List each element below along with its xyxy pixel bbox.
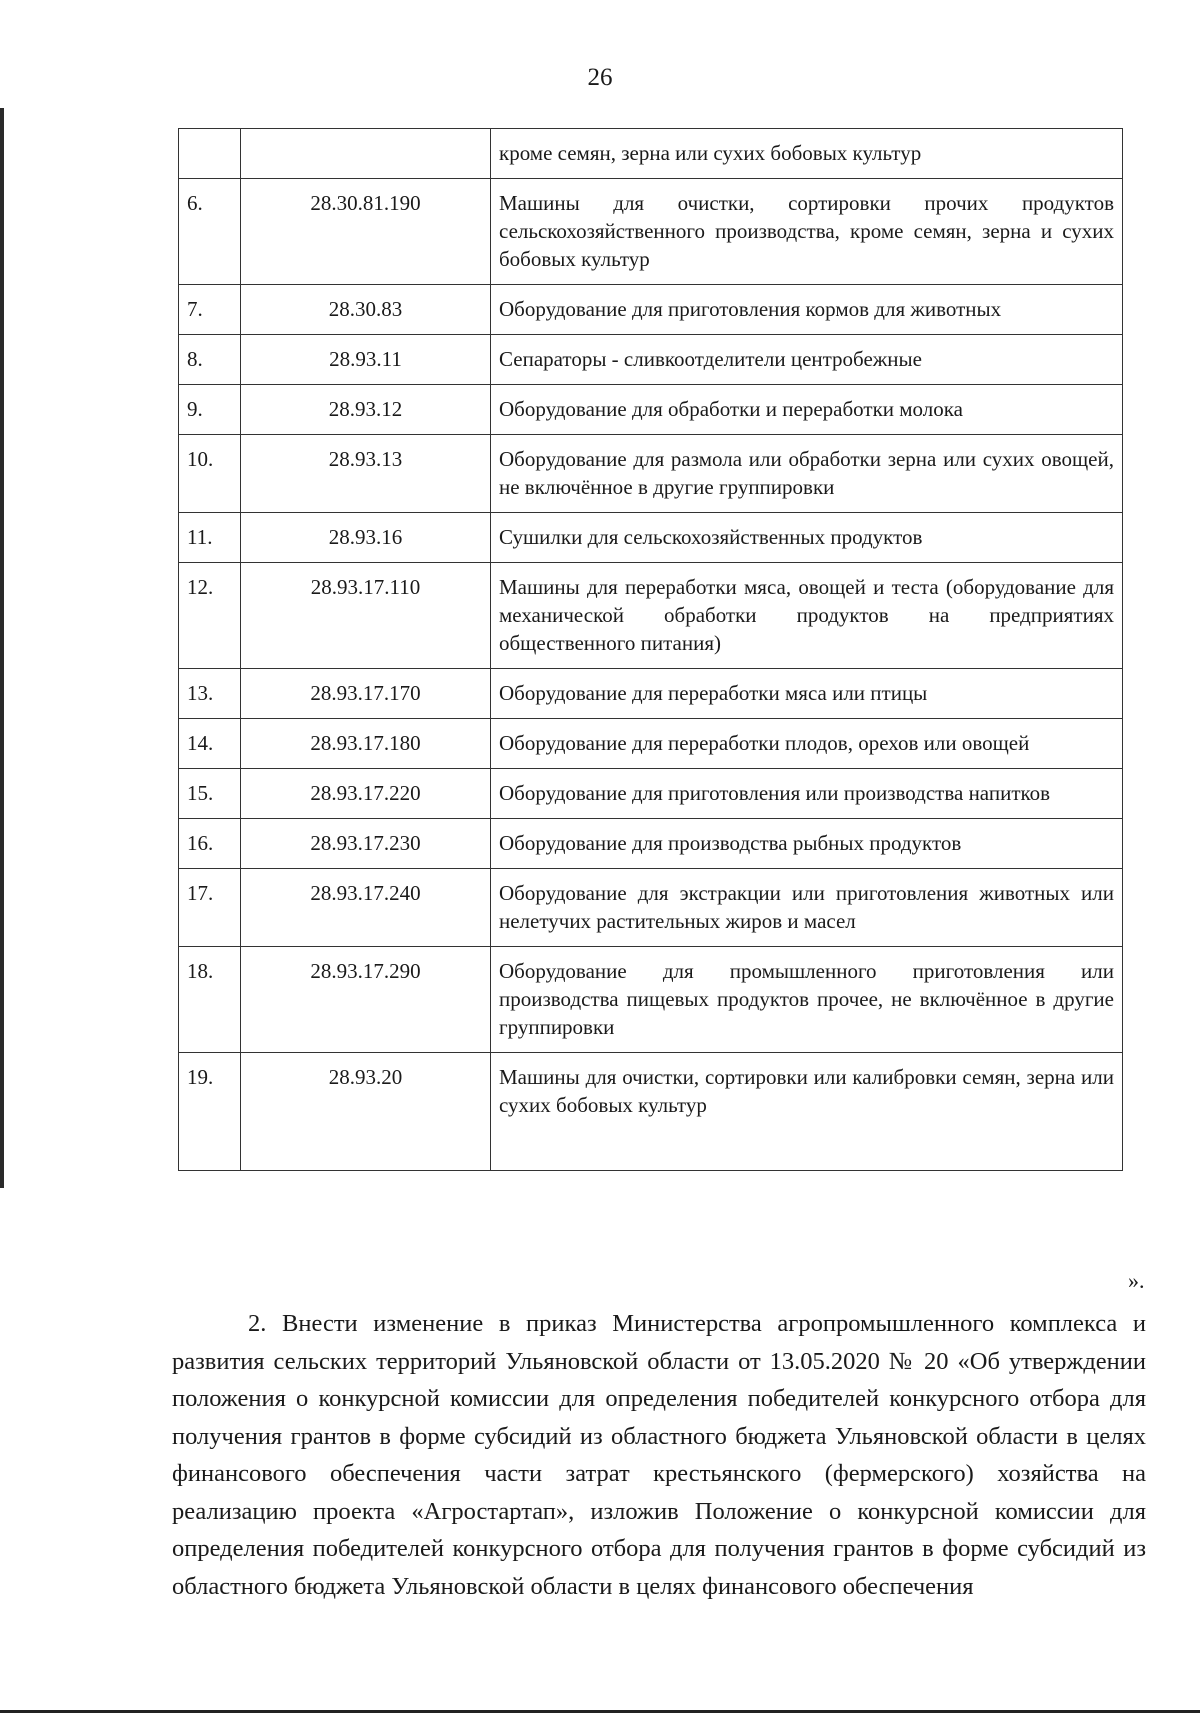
okpd-code-cell: 28.93.17.220 [241,769,491,819]
table-row [179,563,1123,669]
equipment-name-cell: Оборудование для размола или обработки зерна или сухих овощей, не включённое в другие группировки [491,435,1123,513]
okpd-code-cell: 28.93.17.290 [241,947,491,1053]
table-row [179,769,1123,819]
table-row [179,513,1123,563]
row-number-cell: 9. [179,385,241,435]
table-row [179,719,1123,769]
row-number-cell [179,129,241,179]
row-number-cell: 18. [179,947,241,1053]
equipment-name-cell: Оборудование для приготовления или производства напитков [491,769,1123,819]
scan-edge-bottom [0,1710,1200,1713]
okpd-code-cell: 28.93.17.110 [241,563,491,669]
okpd-code-cell: 28.93.11 [241,335,491,385]
row-number-cell: 16. [179,819,241,869]
okpd-code-cell: 28.30.81.190 [241,179,491,285]
equipment-name-cell: Машины для очистки, сортировки прочих продуктов сельскохозяйственного производства, кроме семян, зерна и сухих бобовых культур [491,179,1123,285]
equipment-name-cell: Оборудование для производства рыбных продуктов [491,819,1123,869]
equipment-name-cell: Оборудование для обработки и переработки молока [491,385,1123,435]
okpd-code-cell: 28.93.17.240 [241,869,491,947]
okpd-code-cell: 28.93.17.180 [241,719,491,769]
equipment-name-cell: Оборудование для переработки плодов, орехов или овощей [491,719,1123,769]
equipment-name-cell: Оборудование для экстракции или приготовления животных или нелетучих растительных жиров и масел [491,869,1123,947]
table-row [179,179,1123,285]
table-row [179,129,1123,179]
okpd-code-cell: 28.93.17.170 [241,669,491,719]
table-row [179,435,1123,513]
table-row [179,947,1123,1053]
row-number-cell: 15. [179,769,241,819]
row-number-cell: 7. [179,285,241,335]
okpd-code-cell: 28.93.20 [241,1053,491,1171]
okpd-code-cell: 28.30.83 [241,285,491,335]
table-row [179,819,1123,869]
table-row [179,385,1123,435]
scan-edge-left [0,108,4,1188]
table-row [179,1053,1123,1171]
row-number-cell: 6. [179,179,241,285]
row-number-cell: 8. [179,335,241,385]
table-row [179,285,1123,335]
closing-quote: ». [1128,1268,1145,1293]
row-number-cell: 17. [179,869,241,947]
equipment-name-cell: Оборудование для промышленного приготовления или производства пищевых продуктов прочее, не включённое в другие группировки [491,947,1123,1053]
table-row [179,335,1123,385]
okpd-code-cell [241,129,491,179]
equipment-name-cell: Оборудование для приготовления кормов для животных [491,285,1123,335]
equipment-table [178,128,1123,1171]
row-number-cell: 14. [179,719,241,769]
equipment-name-cell: Сушилки для сельскохозяйственных продуктов [491,513,1123,563]
equipment-name-cell: Сепараторы - сливкоотделители центробежные [491,335,1123,385]
table-row [179,869,1123,947]
page-number: 26 [587,64,613,91]
okpd-code-cell: 28.93.12 [241,385,491,435]
row-number-cell: 19. [179,1053,241,1171]
equipment-name-cell: Машины для переработки мяса, овощей и теста (оборудование для механической обработки продуктов на предприятиях общественного питания) [491,563,1123,669]
equipment-name-cell: Машины для очистки, сортировки или калибровки семян, зерна или сухих бобовых культур [491,1053,1123,1171]
row-number-cell: 13. [179,669,241,719]
row-number-cell: 12. [179,563,241,669]
okpd-code-cell: 28.93.17.230 [241,819,491,869]
okpd-code-cell: 28.93.13 [241,435,491,513]
row-number-cell: 11. [179,513,241,563]
okpd-code-cell: 28.93.16 [241,513,491,563]
row-number-cell: 10. [179,435,241,513]
amendment-paragraph: 2. Внести изменение в приказ Министерства агропромышленного комплекса и развития сельских территорий Ульяновской области от 13.05.2020 № 20 «Об утверждении положения о конкурсной комиссии для определения победителей конкурсного отбора для получения грантов в форме субсидий из областного бюджета Ульяновской области в целях финансового обеспечения части затрат крестьянского (фермерского) хозяйства на реализацию проекта «Агростартап», изложив Положение о конкурсной комиссии для определения победителей конкурсного отбора для получения грантов в форме субсидий из областного бюджета Ульяновской области в целях финансового обеспечения [172,1310,1146,1600]
table-body [179,129,1123,1171]
equipment-name-cell: Оборудование для переработки мяса или птицы [491,669,1123,719]
table-row [179,669,1123,719]
equipment-name-cell: кроме семян, зерна или сухих бобовых культур [491,129,1123,179]
